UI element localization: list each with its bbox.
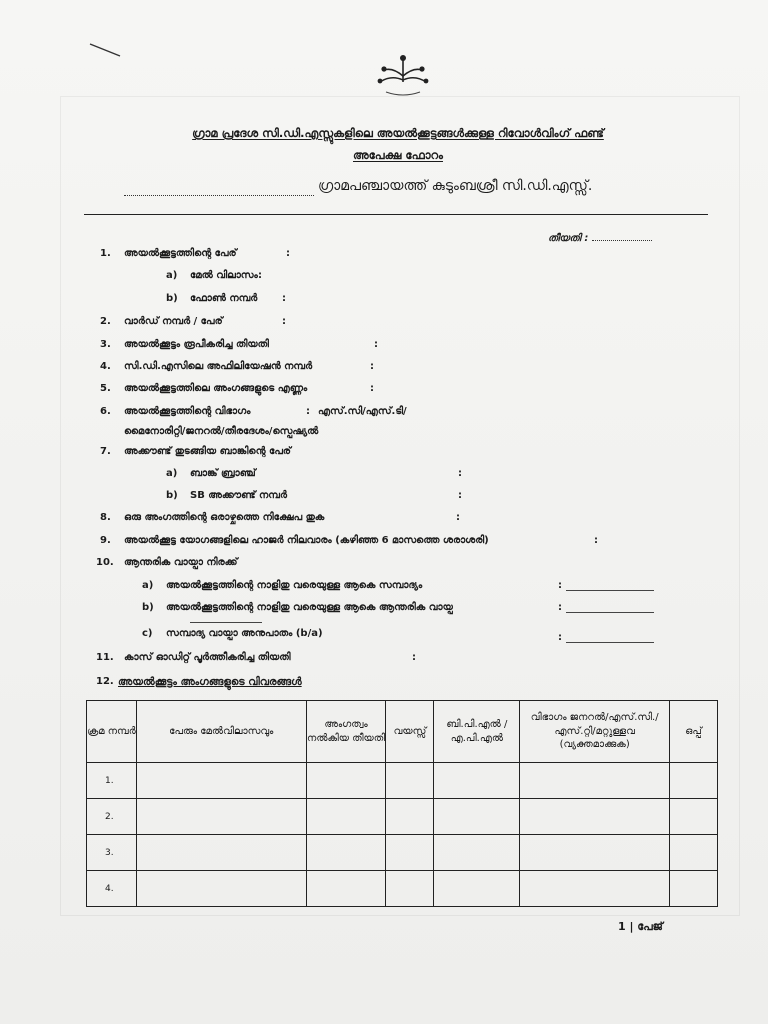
- field-colon: :: [306, 406, 310, 417]
- cell-bpl[interactable]: [434, 835, 520, 871]
- members-section-title: അയൽക്കൂട്ടം അംഗങ്ങളുടെ വിവരങ്ങൾ: [118, 676, 302, 688]
- category-options: എസ്.സി/എസ്.ടി/: [318, 406, 407, 417]
- field-label-attendance: അയൽക്കൂട്ട യോഗങ്ങളിലെ ഹാജർ നിലവാരം (കഴിഞ്ഞ 6 മാസത്തെ ശരാശരി): [124, 535, 489, 546]
- field-number: 12.: [96, 676, 114, 687]
- row-number: 2.: [87, 799, 137, 835]
- panchayat-name-blank[interactable]: [124, 184, 314, 196]
- cell-signature[interactable]: [670, 835, 718, 871]
- date-label: തീയതി :: [548, 233, 589, 244]
- pen-stroke-mark: [88, 40, 124, 60]
- cell-age[interactable]: [386, 799, 434, 835]
- field-number: c): [142, 628, 153, 639]
- field-colon: :: [558, 580, 562, 591]
- cell-signature[interactable]: [670, 763, 718, 799]
- field-number: 2.: [100, 316, 111, 327]
- form-subtitle: അപേക്ഷ ഫോറം: [353, 148, 443, 162]
- field-label-total-savings: അയൽക്കൂട്ടത്തിന്റെ നാളിതു വരെയുള്ള ആകെ സമ്പാദ്യം: [166, 580, 423, 591]
- field-label-sangham-name: അയൽക്കൂട്ടത്തിന്റെ പേര്: [124, 248, 237, 259]
- cell-age[interactable]: [386, 871, 434, 907]
- cell-category[interactable]: [520, 763, 670, 799]
- field-label-savings-loan-ratio: സമ്പാദ്യ വായ്പാ അനുപാതം (b/a): [166, 628, 323, 639]
- cell-date[interactable]: [306, 835, 386, 871]
- date-field[interactable]: [548, 233, 652, 244]
- field-label-formation-date: അയൽക്കൂട്ടം രൂപീകരിച്ച തിയതി: [124, 339, 269, 350]
- cell-date[interactable]: [306, 799, 386, 835]
- header-divider: [84, 214, 708, 215]
- cell-bpl[interactable]: [434, 871, 520, 907]
- field-colon: :: [458, 490, 462, 501]
- field-number: b): [166, 293, 178, 304]
- row-number: 4.: [87, 871, 137, 907]
- total-internal-loan-blank[interactable]: [566, 612, 654, 613]
- cell-bpl[interactable]: [434, 763, 520, 799]
- cell-signature[interactable]: [670, 871, 718, 907]
- field-label-weekly-deposit: ഒരു അംഗത്തിന്റെ ഒരാഴ്ചത്തെ നിക്ഷേപ തുക: [124, 512, 325, 523]
- cell-date[interactable]: [306, 871, 386, 907]
- field-colon: :: [594, 535, 598, 546]
- field-number: 1.: [100, 248, 111, 259]
- field-number: 3.: [100, 339, 111, 350]
- col-category: വിഭാഗം ജനറൽ/എസ്.സി./ എസ്.റ്റി/മറ്റുള്ളവ (വ്യക്തമാക്കുക): [520, 701, 670, 763]
- cell-age[interactable]: [386, 835, 434, 871]
- field-colon: :: [258, 270, 262, 281]
- cell-category[interactable]: [520, 871, 670, 907]
- cell-name[interactable]: [136, 763, 306, 799]
- field-colon: :: [456, 512, 460, 523]
- cell-age[interactable]: [386, 763, 434, 799]
- field-colon: :: [370, 361, 374, 372]
- field-label-ward: വാർഡ് നമ്പർ / പേര്: [124, 316, 223, 327]
- field-number: 11.: [96, 652, 114, 663]
- table-row: [87, 835, 718, 871]
- field-colon: :: [374, 339, 378, 350]
- row-number: 3.: [87, 835, 137, 871]
- cell-category[interactable]: [520, 835, 670, 871]
- cell-date[interactable]: [306, 763, 386, 799]
- col-bpl-apl: ബി.പി.എൽ / എ.പി.എൽ: [434, 701, 520, 763]
- field-number: a): [166, 468, 178, 479]
- field-number: 8.: [100, 512, 111, 523]
- ratio-blank[interactable]: [566, 642, 654, 643]
- table-row: [87, 763, 718, 799]
- field-number: 4.: [100, 361, 111, 372]
- cell-name[interactable]: [136, 835, 306, 871]
- cell-name[interactable]: [136, 871, 306, 907]
- field-colon: :: [286, 248, 290, 259]
- table-row: [87, 799, 718, 835]
- field-label-audit-date: കാസ് ഓഡിറ്റ് പൂർത്തീകരിച്ച തിയതി: [124, 652, 291, 663]
- ratio-rule: [190, 622, 262, 623]
- field-number: 7.: [100, 446, 111, 457]
- field-number: b): [166, 490, 178, 501]
- field-label-bank-name: അക്കൗണ്ട് തുടങ്ങിയ ബാങ്കിന്റെ പേര്: [124, 446, 291, 457]
- cell-name[interactable]: [136, 799, 306, 835]
- panchayat-cds-label: ഗ്രാമപഞ്ചായത്ത് കുടുംബശ്രീ സി.ഡി.എസ്സ്.: [318, 178, 593, 194]
- members-table: [86, 700, 718, 907]
- field-colon: :: [558, 632, 562, 643]
- field-number: b): [142, 602, 154, 613]
- field-number: 9.: [100, 535, 111, 546]
- col-signature: ഒപ്പ്: [670, 701, 718, 763]
- field-colon: :: [282, 316, 286, 327]
- field-colon: :: [558, 602, 562, 613]
- field-label-internal-loan-rate: ആന്തരിക വായ്പാ നിരക്ക്: [124, 557, 238, 568]
- table-header-row: [87, 701, 718, 763]
- col-age: വയസ്സ്: [386, 701, 434, 763]
- field-label-member-count: അയൽക്കൂട്ടത്തിലെ അംഗങ്ങളുടെ എണ്ണം: [124, 383, 308, 394]
- date-blank[interactable]: [592, 240, 652, 241]
- field-label-account-number: SB അക്കൗണ്ട് നമ്പർ: [190, 490, 287, 501]
- field-colon: :: [458, 468, 462, 479]
- field-number: a): [166, 270, 178, 281]
- page-number: 1 | പേജ്: [618, 920, 663, 933]
- field-colon: :: [370, 383, 374, 394]
- field-label-address: മേൽ വിലാസം: [190, 270, 258, 281]
- field-label-phone: ഫോൺ നമ്പർ: [190, 293, 258, 304]
- field-colon: :: [412, 652, 416, 663]
- field-number: 6.: [100, 406, 111, 417]
- category-options-cont: മൈനോരിറ്റി/ജനറൽ/തീരദേശം/സ്പെഷ്യൽ: [124, 426, 319, 437]
- kudumbashree-logo: [372, 52, 434, 100]
- row-number: 1.: [87, 763, 137, 799]
- col-name-address: പേരും മേൽവിലാസവും: [136, 701, 306, 763]
- table-row: [87, 871, 718, 907]
- cell-signature[interactable]: [670, 799, 718, 835]
- field-label-category: അയൽക്കൂട്ടത്തിന്റെ വിഭാഗം: [124, 406, 251, 417]
- field-number: a): [142, 580, 154, 591]
- field-label-branch: ബാങ്ക് ബ്രാഞ്ച്: [190, 468, 256, 479]
- col-membership-date: അംഗത്വം നൽകിയ തീയതി: [306, 701, 386, 763]
- field-label-affiliation: സി.ഡി.എസിലെ അഫിലിയേഷൻ നമ്പർ: [124, 361, 313, 372]
- field-number: 10.: [96, 557, 114, 568]
- total-savings-blank[interactable]: [566, 590, 654, 591]
- form-title: ഗ്രാമ പ്രദേശ സി.ഡി.എസ്സുകളിലെ അയൽക്കൂട്ടങ്ങൾക്കുള്ള റിവോൾവിംഗ് ഫണ്ട്: [192, 126, 604, 140]
- field-number: 5.: [100, 383, 111, 394]
- cell-category[interactable]: [520, 799, 670, 835]
- field-label-total-internal-loan: അയൽക്കൂട്ടത്തിന്റെ നാളിതു വരെയുള്ള ആകെ ആന്തരിക വായ്പ: [166, 602, 453, 613]
- col-serial-number: ക്രമ നമ്പർ: [87, 701, 137, 763]
- field-colon: :: [282, 293, 286, 304]
- cell-bpl[interactable]: [434, 799, 520, 835]
